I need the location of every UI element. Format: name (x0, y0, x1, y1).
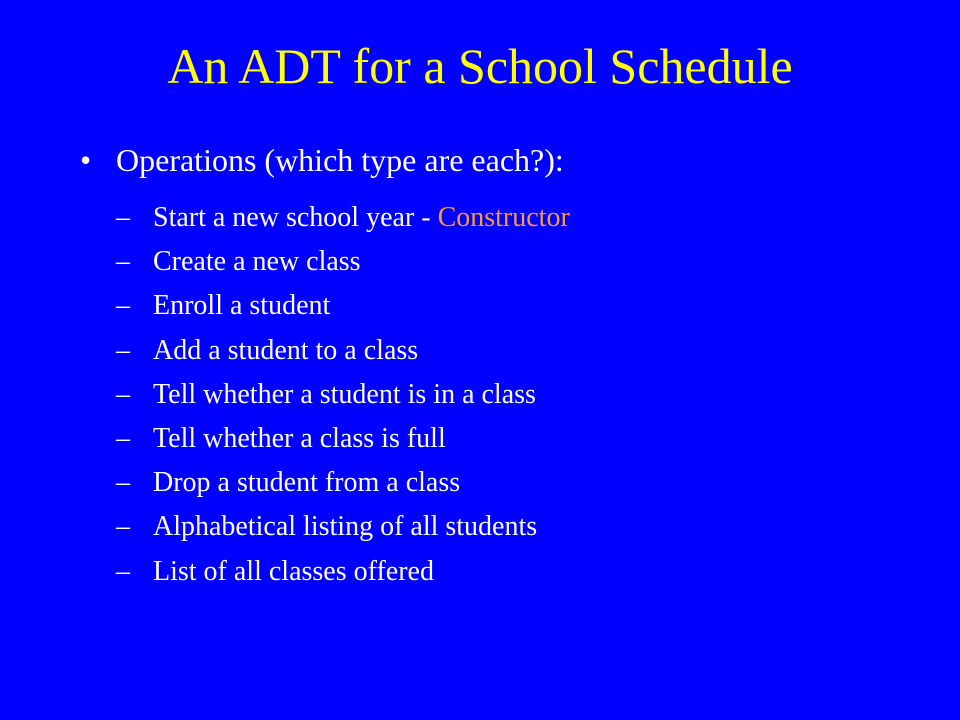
list-item (116, 550, 570, 594)
list-item (116, 240, 570, 284)
item-text: Tell whether a student is in a class (153, 378, 536, 410)
list-item (116, 284, 570, 328)
list-item (116, 329, 570, 373)
operations-list (116, 196, 570, 594)
slide-title: An ADT for a School Schedule (167, 38, 793, 94)
dash-marker: – (116, 202, 130, 233)
item-text: Tell whether a class is full (153, 422, 446, 454)
bullet-marker: • (80, 142, 92, 178)
item-text: Add a student to a class (153, 334, 419, 366)
item-text: List of all classes offered (153, 555, 434, 587)
item-accent: Constructor (437, 202, 570, 233)
dash-marker: – (116, 422, 130, 454)
dash-marker: – (116, 290, 130, 322)
dash-marker: – (116, 555, 130, 587)
dash-marker: – (116, 467, 130, 499)
item-text: Alphabetical listing of all students (153, 511, 538, 543)
dash-marker: – (116, 246, 130, 278)
item-text: Drop a student from a class (153, 467, 461, 499)
dash-marker: – (116, 511, 130, 543)
list-item (116, 417, 570, 461)
dash-marker: – (116, 334, 130, 366)
item-text: Create a new class (153, 246, 361, 278)
item-text: Start a new school year - (153, 202, 438, 233)
dash-marker: – (116, 378, 130, 410)
list-item (116, 196, 570, 240)
list-item (116, 373, 570, 417)
list-item (116, 461, 570, 505)
list-item (116, 505, 570, 549)
bullet-text: Operations (which type are each?): (116, 142, 564, 178)
item-text: Enroll a student (153, 290, 331, 322)
main-bullet (80, 138, 564, 182)
